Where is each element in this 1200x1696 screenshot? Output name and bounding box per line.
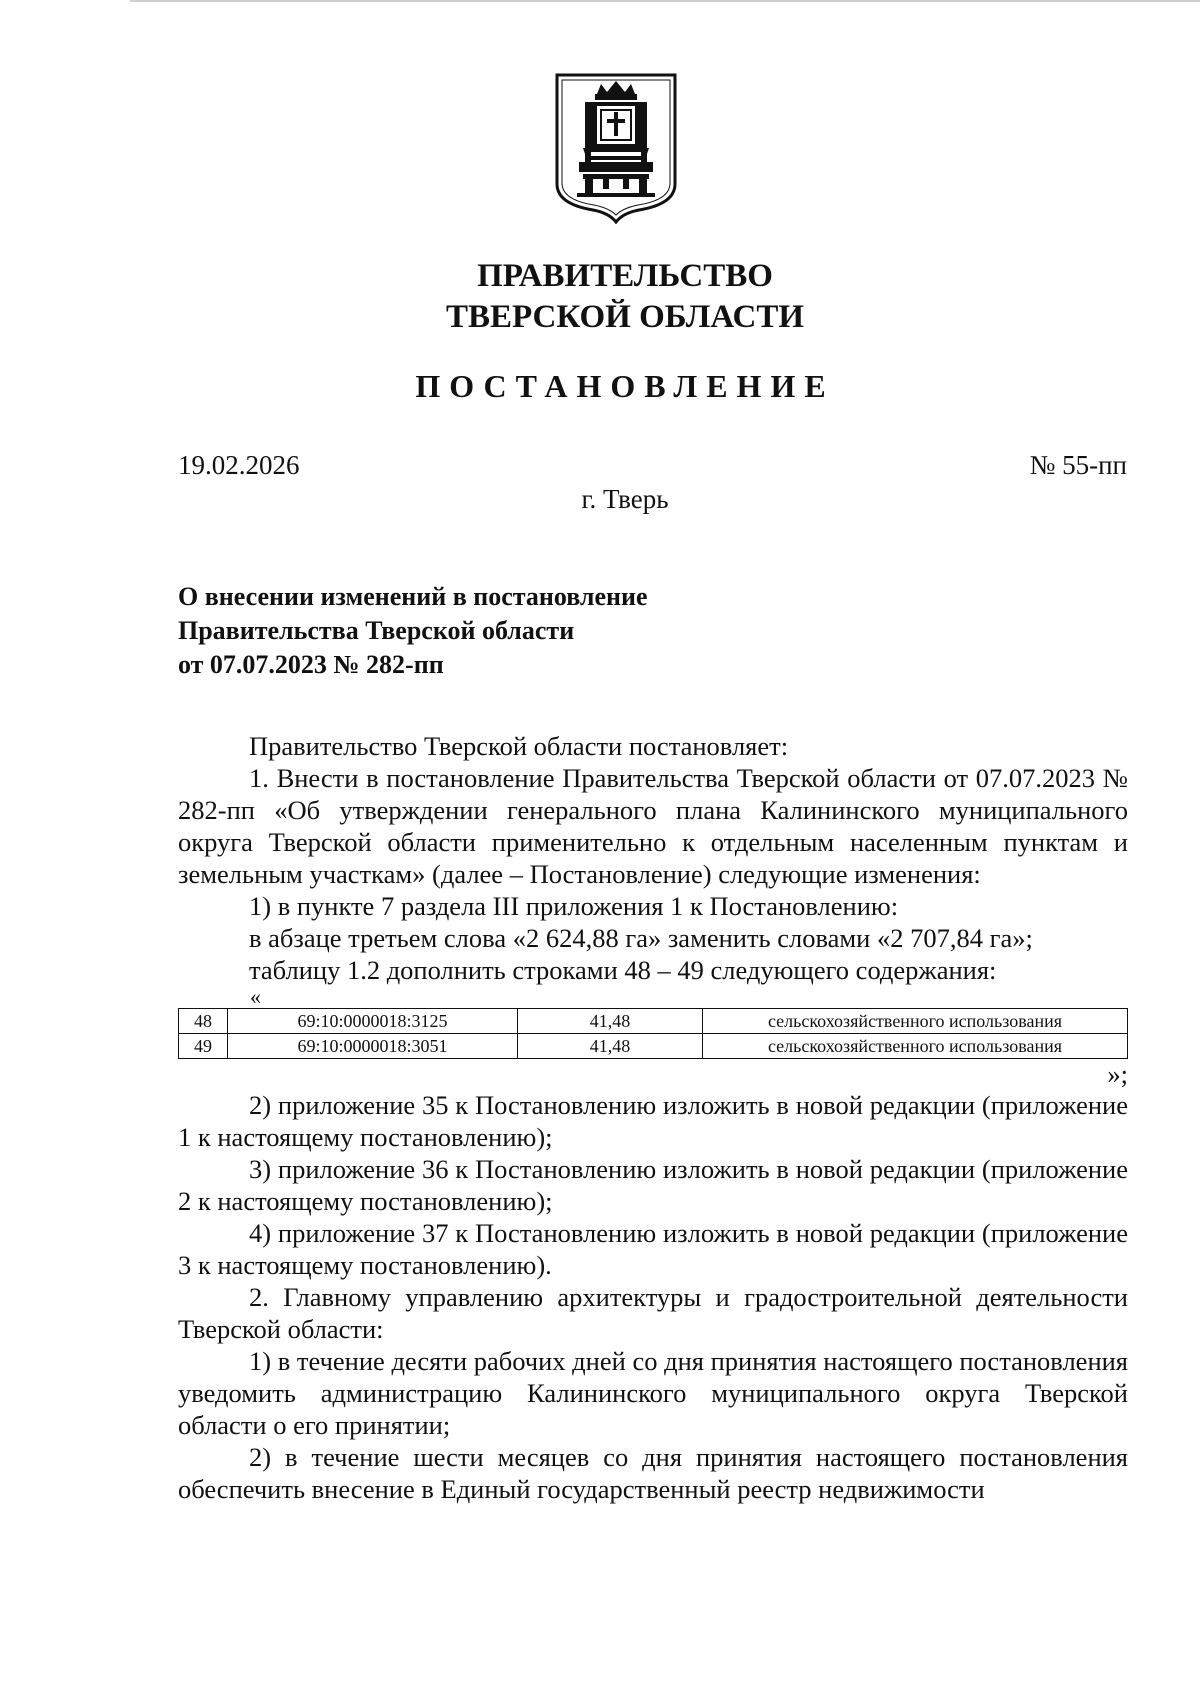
government-title <box>0 256 1200 338</box>
document-body <box>178 730 1128 1505</box>
government-title-line1: ПРАВИТЕЛЬСТВО <box>477 258 773 294</box>
body-item-1-1-b: таблицу 1.2 дополнить строками 48 – 49 следующего содержания: <box>249 955 997 985</box>
body-item-2-1: 1) в течение десяти рабочих дней со дня принятия настоящего постановления уведомить администрацию Калининского муниципального округа Тверской области о его принятии; <box>178 1346 1128 1440</box>
body-intro: Правительство Тверской области постановляет: <box>249 731 789 761</box>
table-cell-category: сельскохозяйственного использования <box>703 1034 1128 1059</box>
table-cell-cadastral: 69:10:0000018:3051 <box>228 1034 518 1059</box>
scan-edge-line <box>130 0 1200 2</box>
table-row <box>179 1034 1128 1059</box>
body-item-1-4: 4) приложение 37 к Постановлению изложить в новой редакции (приложение 3 к настоящему постановлению). <box>178 1218 1128 1280</box>
document-city: г. Тверь <box>581 484 669 514</box>
subject-line1: О внесении изменений в постановление <box>178 582 648 611</box>
document-date: 19.02.2026 <box>178 450 300 480</box>
table-row <box>179 1009 1128 1034</box>
body-item-1: 1. Внести в постановление Правительства Тверской области от 07.07.2023 № 282-пп «Об утверждении генерального плана Калининского муниципального округа Тверской области применительно к отдельным населенным пунктам и земельным участкам» (далее – Постановление) следующие изменения: <box>178 763 1128 889</box>
table-cell-area: 41,48 <box>518 1009 703 1034</box>
quote-open: « <box>250 984 261 1009</box>
tver-coat-of-arms-icon <box>553 72 679 224</box>
document-subject <box>178 580 878 682</box>
quote-close: »; <box>1107 1059 1128 1089</box>
table-cell-area: 41,48 <box>518 1034 703 1059</box>
table-cell-number: 49 <box>179 1034 228 1059</box>
document-type-heading: ПОСТАНОВЛЕНИЕ <box>415 368 835 404</box>
body-item-1-3: 3) приложение 36 к Постановлению изложить в новой редакции (приложение 2 к настоящему постановлению); <box>178 1154 1128 1216</box>
subject-line3: от 07.07.2023 № 282-пп <box>178 650 444 679</box>
body-item-1-2: 2) приложение 35 к Постановлению изложить в новой редакции (приложение 1 к настоящему постановлению); <box>178 1090 1128 1152</box>
body-item-2-2: 2) в течение шести месяцев со дня принятия настоящего постановления обеспечить внесение в Единый государственный реестр недвижимости <box>178 1442 1128 1504</box>
document-number: № 55-пп <box>1029 450 1127 480</box>
government-title-line2: ТВЕРСКОЙ ОБЛАСТИ <box>445 299 805 335</box>
table-cell-cadastral: 69:10:0000018:3125 <box>228 1009 518 1034</box>
table-cell-category: сельскохозяйственного использования <box>703 1009 1128 1034</box>
body-item-2: 2. Главному управлению архитектуры и градостроительной деятельности Тверской области: <box>178 1282 1128 1344</box>
land-plots-table <box>178 1008 1128 1059</box>
body-item-1-1-a: в абзаце третьем слова «2 624,88 га» заменить словами «2 707,84 га»; <box>249 923 1033 953</box>
table-cell-number: 48 <box>179 1009 228 1034</box>
body-item-1-1: 1) в пункте 7 раздела III приложения 1 к Постановлению: <box>249 891 899 921</box>
subject-line2: Правительства Тверской области <box>178 616 575 645</box>
